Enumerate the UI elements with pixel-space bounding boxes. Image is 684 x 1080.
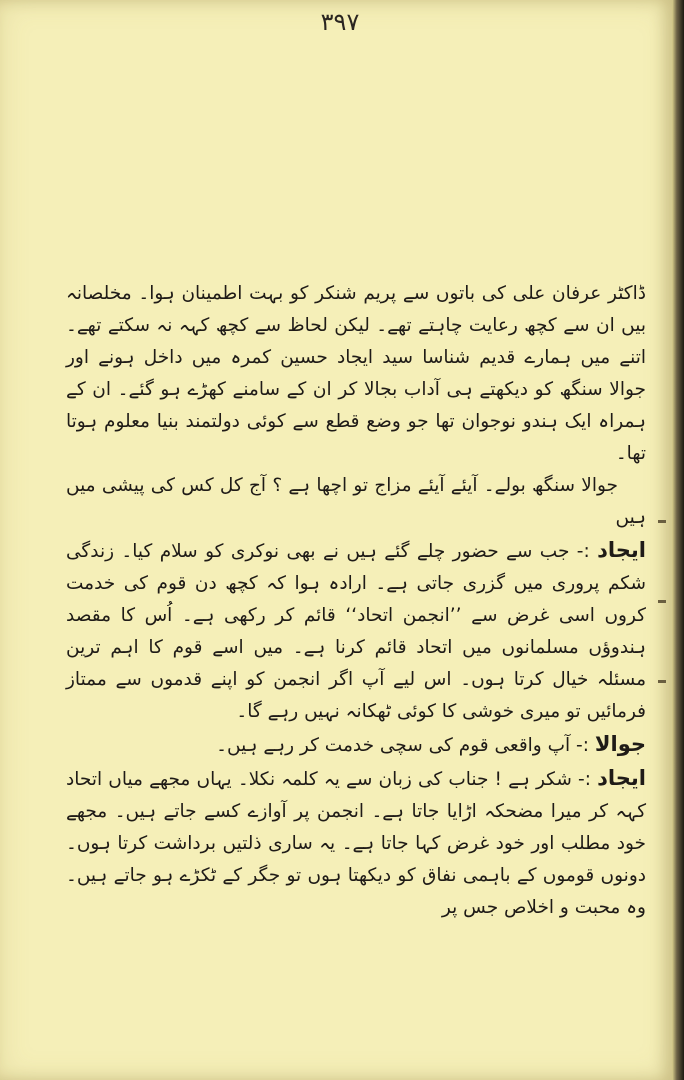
paragraph-2: جوالا سنگھ بولے۔ آیئے آیئے مزاج تو اچھا ہے ؟ آج کل کس کی پیشی میں ہیں xyxy=(66,475,646,528)
dialogue-2 xyxy=(66,728,646,762)
speaker-name: ایجاد xyxy=(597,766,646,790)
dialogue-3 xyxy=(66,762,646,924)
page-number: ۳۹۷ xyxy=(320,8,360,36)
margin-mark xyxy=(658,600,666,603)
dialogue-text: :- آپ واقعی قوم کی سچی خدمت کر رہے ہیں۔ xyxy=(216,735,589,756)
speaker-name: ایجاد xyxy=(597,538,646,562)
margin-mark xyxy=(658,680,666,683)
speaker-name: جوالا xyxy=(594,732,646,756)
dialogue-text: :- شکر ہے ! جناب کی زبان سے یہ کلمہ نکلا۔ یہاں مجھے میاں اتحاد کہہ کر میرا مضحکہ اڑایا جاتا ہے۔ انجمن پر آوازے کسے جاتے ہیں۔ مجھے خود مطلب اور خود غرض کہا جاتا ہے۔ یہ ساری ذلتیں برداشت کرتا ہوں۔ دونوں قوموں کے باہمی نفاق کو دیکھتا ہوں تو جگر کے ٹکڑے ہو جاتے ہیں۔ وہ محبت و اخلاص جس پر xyxy=(66,769,646,918)
dialogue-text: :- جب سے حضور چلے گئے ہیں نے بھی نوکری کو سلام کیا۔ زندگی شکم پروری میں گزری جاتی ہے۔ ارادہ ہوا کہ کچھ دن قوم کی خدمت کروں اسی غرض سے ’’انجمن اتحاد‘‘ قائم کر رکھی ہے۔ اُس کا مقصد ہندوؤں مسلمانوں میں اتحاد قائم کرنا ہے۔ میں اسے قوم کا اہم ترین مسئلہ خیال کرتا ہوں۔ اس لیے آپ اگر انجمن کو اپنے قدموں سے ممتاز فرمائیں تو میری خوشی کا کوئی ٹھکانہ نہیں رہے گا۔ xyxy=(66,541,646,722)
paragraph-1: ڈاکٹر عرفان علی کی باتوں سے پریم شنکر کو بہت اطمینان ہوا۔ مخلصانہ بیں ان سے کچھ رعایت چاہتے تھے۔ لیکن لحاظ سے کچھ کہہ نہ سکتے تھے۔ اتنے میں ہمارے قدیم شناسا سید ایجاد حسین کمرہ میں داخل ہونے اور جوالا سنگھ کو دیکھتے ہی آداب بجالا کر ان کے سامنے کھڑے ہو گئے۔ ان کے ہمراہ ایک ہندو نوجوان تھا جو وضع قطع سے کوئی دولتمند بنیا معلوم ہوتا تھا۔ xyxy=(66,283,646,464)
page-body xyxy=(66,278,646,924)
dialogue-1 xyxy=(66,534,646,728)
page-edge xyxy=(672,0,684,1080)
margin-mark xyxy=(658,520,666,523)
